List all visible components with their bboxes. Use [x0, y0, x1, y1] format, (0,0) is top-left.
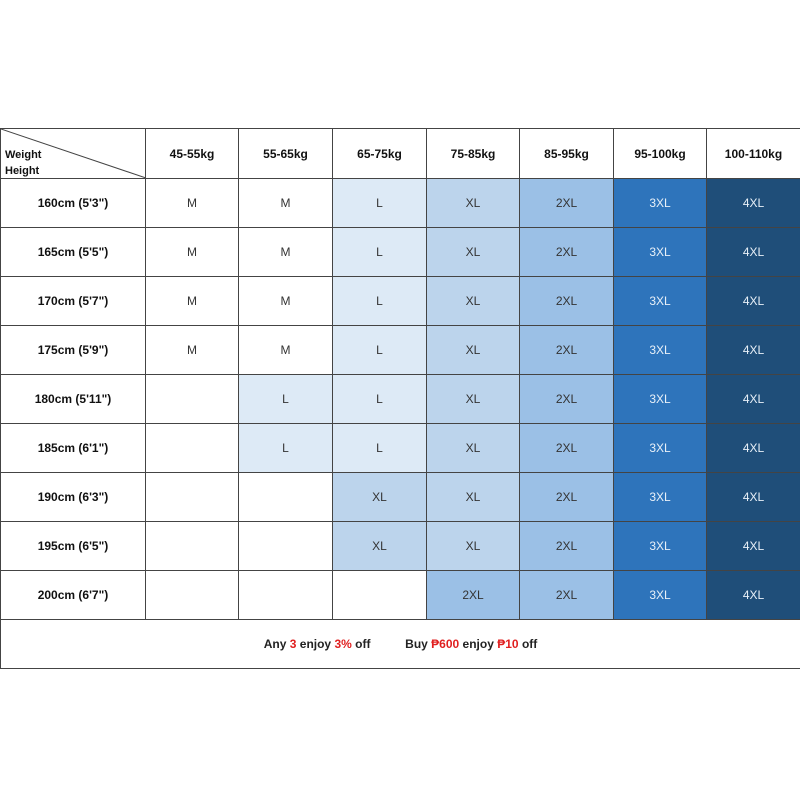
size-cell: XL	[427, 375, 520, 424]
size-cell: M	[146, 326, 239, 375]
chart-body	[1, 179, 800, 620]
height-label: 165cm (5'5")	[1, 228, 146, 277]
size-cell: 3XL	[614, 571, 707, 620]
promo-buy-amount: ₱600	[431, 637, 460, 651]
size-cell: 4XL	[707, 522, 800, 571]
size-cell: 2XL	[520, 522, 614, 571]
size-cell	[146, 424, 239, 473]
table-row	[1, 228, 800, 277]
size-cell: 3XL	[614, 424, 707, 473]
promo-any-discount: 3%	[334, 637, 352, 651]
table-row	[1, 522, 800, 571]
size-cell: 3XL	[614, 375, 707, 424]
size-cell: XL	[333, 522, 427, 571]
size-cell: 2XL	[520, 277, 614, 326]
weight-header: 95-100kg	[614, 129, 707, 179]
size-cell: 3XL	[614, 473, 707, 522]
size-cell: XL	[427, 179, 520, 228]
size-cell: 3XL	[614, 326, 707, 375]
corner-cell	[1, 129, 146, 179]
height-label: 175cm (5'9")	[1, 326, 146, 375]
promo-enjoy-2: enjoy	[462, 637, 494, 651]
size-cell: L	[333, 228, 427, 277]
size-cell: 3XL	[614, 228, 707, 277]
height-label: 190cm (6'3")	[1, 473, 146, 522]
size-cell: M	[239, 326, 333, 375]
weight-header: 85-95kg	[520, 129, 614, 179]
weight-axis-label: Weight	[5, 149, 42, 161]
size-cell: L	[333, 179, 427, 228]
size-cell: 4XL	[707, 326, 800, 375]
promo-buy-discount: ₱10	[497, 637, 519, 651]
table-row	[1, 473, 800, 522]
height-label: 200cm (6'7")	[1, 571, 146, 620]
size-cell: 3XL	[614, 179, 707, 228]
size-cell: XL	[427, 228, 520, 277]
size-cell: 2XL	[520, 424, 614, 473]
height-label: 185cm (6'1")	[1, 424, 146, 473]
size-cell: 2XL	[520, 326, 614, 375]
size-cell: L	[333, 326, 427, 375]
size-cell: 4XL	[707, 179, 800, 228]
promo-off-2: off	[521, 637, 538, 651]
size-cell: XL	[427, 326, 520, 375]
weight-header: 55-65kg	[239, 129, 333, 179]
size-cell: 4XL	[707, 228, 800, 277]
size-cell: 2XL	[427, 571, 520, 620]
promo-any-count: 3	[289, 637, 297, 651]
size-cell: XL	[427, 522, 520, 571]
size-cell: 2XL	[520, 473, 614, 522]
size-cell: XL	[427, 277, 520, 326]
table-row	[1, 326, 800, 375]
weight-header: 75-85kg	[427, 129, 520, 179]
table-row	[1, 571, 800, 620]
size-cell: L	[239, 424, 333, 473]
height-label: 170cm (5'7")	[1, 277, 146, 326]
size-cell: 2XL	[520, 375, 614, 424]
size-chart	[0, 128, 800, 669]
size-cell: M	[239, 228, 333, 277]
size-cell: XL	[427, 473, 520, 522]
height-label: 180cm (5'11")	[1, 375, 146, 424]
size-cell: 4XL	[707, 277, 800, 326]
promo-row	[1, 620, 800, 669]
size-cell: XL	[427, 424, 520, 473]
weight-header: 65-75kg	[333, 129, 427, 179]
size-cell	[146, 473, 239, 522]
size-cell	[146, 522, 239, 571]
promo-banner	[1, 620, 800, 669]
header-row	[1, 129, 800, 179]
size-cell	[239, 571, 333, 620]
size-cell: 3XL	[614, 277, 707, 326]
size-cell: 2XL	[520, 571, 614, 620]
table-row	[1, 179, 800, 228]
size-cell: 3XL	[614, 522, 707, 571]
size-cell: M	[146, 179, 239, 228]
size-cell	[239, 522, 333, 571]
table-row	[1, 424, 800, 473]
promo-any-prefix: Any	[263, 637, 287, 651]
size-cell: L	[239, 375, 333, 424]
size-cell	[146, 375, 239, 424]
promo-buy-prefix: Buy	[405, 637, 428, 651]
weight-header: 45-55kg	[146, 129, 239, 179]
size-cell	[146, 571, 239, 620]
size-cell: M	[239, 277, 333, 326]
size-cell: M	[239, 179, 333, 228]
size-cell: M	[146, 277, 239, 326]
promo-off-1: off	[355, 637, 371, 651]
size-cell: L	[333, 424, 427, 473]
size-cell: 2XL	[520, 179, 614, 228]
height-label: 160cm (5'3")	[1, 179, 146, 228]
size-cell	[239, 473, 333, 522]
size-cell: M	[146, 228, 239, 277]
table-row	[1, 277, 800, 326]
size-cell	[333, 571, 427, 620]
size-cell: L	[333, 375, 427, 424]
size-chart-table	[0, 128, 800, 669]
table-row	[1, 375, 800, 424]
promo-enjoy-1: enjoy	[299, 637, 332, 651]
weight-header: 100-110kg	[707, 129, 800, 179]
size-cell: XL	[333, 473, 427, 522]
height-label: 195cm (6'5")	[1, 522, 146, 571]
size-cell: 4XL	[707, 375, 800, 424]
size-cell: 4XL	[707, 473, 800, 522]
size-cell: 4XL	[707, 424, 800, 473]
size-cell: 2XL	[520, 228, 614, 277]
size-cell: 4XL	[707, 571, 800, 620]
size-cell: L	[333, 277, 427, 326]
height-axis-label: Height	[5, 165, 40, 177]
